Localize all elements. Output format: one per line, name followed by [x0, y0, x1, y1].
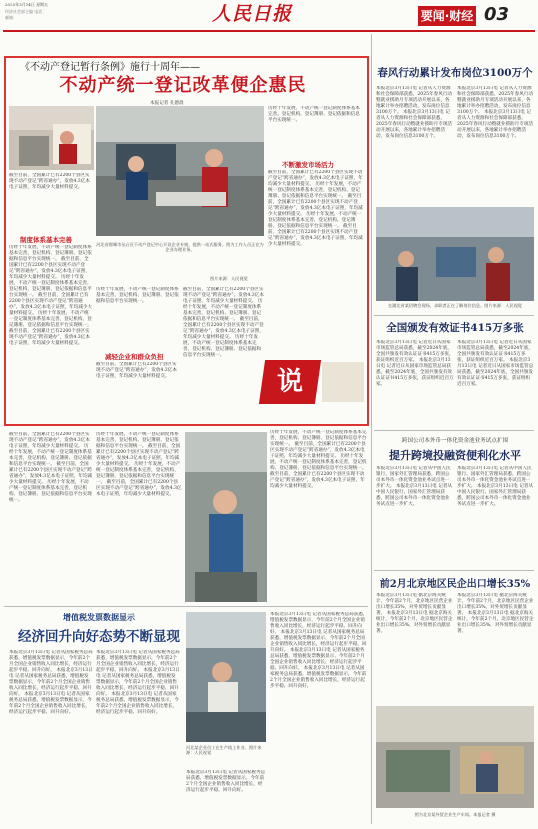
lead-subhead-1: 制度体系基本完善: [20, 236, 72, 244]
lead-photo-caption: 河北省邯郸市丛台区不动产登记中心开设企业专窗，提供一站式服务。图为工作人员正在为企业办理业务。: [96, 242, 264, 253]
news-headline-fund: 提升跨境投融资便利化水平: [389, 449, 521, 462]
spring-photo: [376, 207, 534, 301]
lead-photo-credit: 图片来源：人民视觉: [210, 276, 248, 281]
fund-col-2: 本报北京3月13日电 记者从中国人民银行、国家外汇管理局获悉，跨国公司本外币一体化资金池业务试点进一步扩大。 本报北京3月13日电 记者从中国人民银行、国家外汇管理局获悉，跨国公司本外币一体化资金池业务试点进一步扩大。: [457, 466, 534, 507]
masthead-logo: 人民日报: [212, 3, 293, 25]
news-headline-beijing: 前2月北京地区民企出口增长35%: [379, 579, 531, 590]
lead-col-1a: 截至目前，全国累计已有2200个县区实现不动产登记“跨省通办”，发放4.3亿本电子证照，年均减少大量材料提交。: [9, 173, 90, 190]
news-headline-spring: 春风行动累计发布岗位3100万个: [377, 67, 533, 79]
spring-col-2: 本报北京3月13日电 记者从人力资源和社会保障部获悉，2025年春风行动暨就业援助月专项活动开展以来，各地累计举办招聘活动，发布岗位信息3100万个。 本报北京3月13日电 记者从人力资源和社会保障部获悉，2025年春风行动暨就业援助月专项活动开展以来，各地累计举办招聘活动，发布岗位信息3100万个。: [457, 86, 534, 139]
divider-fund: [374, 430, 534, 431]
beijing-photo-caption: 图为北京某外贸企业生产车间。本报记者 摄: [414, 812, 496, 817]
column-logo-badge: [259, 360, 321, 404]
spring-photo-caption: 在湖北省某招聘会现场，求职者正在了解岗位信息。图片来源：人民视觉: [387, 303, 522, 308]
beijing-col-1: 本报北京3月13日电 据北京海关统计，今年前2个月，北京地区民营企业出口增长35%，对外贸增长贡献显著。 本报北京3月13日电 据北京海关统计，今年前2个月，北京地区民营企业出口增长35%，对外贸增长贡献显著。: [376, 593, 453, 634]
divider-beijing: [374, 570, 534, 571]
masthead-rule: [3, 30, 535, 32]
lead-photo: [96, 106, 264, 236]
left-mid-col-1: 截至目前，全国累计已有2200个县区实现不动产登记“跨省通办”，发放4.3亿本电子证照，年均减少大量材料提交。 历经十年发展，不动产统一登记制度体系基本完善，登记机构、登记簿册、登记依据和信息平台实现统一。 截至目前，全国累计已有2200个县区实现不动产登记“跨省通办”，发放4.3亿本电子证照，年均减少大量材料提交。 历经十年发展，不动产统一登记制度体系基本完善，登记机构、登记簿册、登记依据和信息平台实现统一。: [9, 432, 93, 503]
fund-kicker: 跨国公司本外币一体化资金池业务试点扩围: [401, 438, 509, 444]
vat-photo: [186, 612, 266, 742]
cert-col-2: 本报北京3月13日电 记者近日从国家市场监管总局获悉，截至2024年底，全国共颁发有效认证证书415万多张，获证组织近百万家。 本报北京3月13日电 记者近日从国家市场监管总局获悉，截至2024年底，全国共颁发有效认证证书415万多张，获证组织近百万家。: [457, 340, 534, 387]
section-title: 要闻·财经: [420, 9, 474, 23]
issue-date: 2025年3月14日 星期五: [5, 2, 49, 7]
divider-cert: [374, 315, 534, 316]
beijing-photo: [376, 706, 534, 808]
column-logo-text: 说: [276, 367, 303, 397]
lead-col-2b: 截至目前，全国累计已有2200个县区实现不动产登记“跨省通办”，发放4.3亿本电子证照，年均减少大量材料提交。: [96, 362, 177, 379]
beijing-col-2: 本报北京3月13日电 据北京海关统计，今年前2个月，北京地区民营企业出口增长35%，对外贸增长贡献显著。 本报北京3月13日电 据北京海关统计，今年前2个月，北京地区民营企业出口增长35%，对外贸增长贡献显著。: [457, 593, 534, 634]
vat-col-4: 本报北京3月13日电 记者从国家税务总局获悉，增值税发票数据显示，今年前2个月全国企业销售收入同比增长，经济运行起步平稳、回升向好。 本报北京3月13日电 记者从国家税务总局获悉，增值税发票数据显示，今年前2个月全国企业销售收入同比增长，经济运行起步平稳、回升向好。 本报北京3月13日电 记者从国家税务总局获悉，增值税发票数据显示，今年前2个月全国企业销售收入同比增长，经济运行起步平稳、回升向好。 本报北京3月13日电 记者从国家税务总局获悉，增值税发票数据显示，今年前2个月全国企业销售收入同比增长，经济运行起步平稳、回升向好。: [270, 612, 368, 689]
section-tag: [418, 6, 476, 26]
lead-col-3: 截至目前，全国累计已有2200个县区实现不动产登记“跨省通办”，发放4.3亿本电子证照，年均减少大量材料提交。 历经十年发展，不动产统一登记制度体系基本完善，登记机构、登记簿册、登记依据和信息平台实现统一。 截至目前，全国累计已有2200个县区实现不动产登记“跨省通办”，发放4.3亿本电子证照，年均减少大量材料提交。 历经十年发展，不动产统一登记制度体系基本完善，登记机构、登记簿册、登记依据和信息平台实现统一。: [183, 287, 264, 358]
lead-col-4b: 截至目前，全国累计已有2200个县区实现不动产登记“跨省通办”，发放4.3亿本电子证照，年均减少大量材料提交。 历经十年发展，不动产统一登记制度体系基本完善，登记机构、登记簿册、登记依据和信息平台实现统一。 截至目前，全国累计已有2200个县区实现不动产登记“跨省通办”，发放4.3亿本电子证照，年均减少大量材料提交。 历经十年发展，不动产统一登记制度体系基本完善，登记机构、登记簿册、登记依据和信息平台实现统一。 截至目前，全国累计已有2200个县区实现不动产登记“跨省通办”，发放4.3亿本电子证照，年均减少大量材料提交。: [268, 170, 363, 247]
vat-col-3: 本报北京3月13日电 记者从国家税务总局获悉，增值税发票数据显示，今年前2个月全国企业销售收入同比增长，经济运行起步平稳、回升向好。: [186, 770, 266, 793]
continuation-col: 历经十年发展，不动产统一登记制度体系基本完善，登记机构、登记簿册、登记依据和信息平台实现统一。 截至目前，全国累计已有2200个县区实现不动产登记“跨省通办”，发放4.3亿本电子证照，年均减少大量材料提交。 历经十年发展，不动产统一登记制度体系基本完善，登记机构、登记簿册、登记依据和信息平台实现统一。 截至目前，全国累计已有2200个县区实现不动产登记“跨省通办”，发放4.3亿本电子证照，年均减少大量材料提交。: [270, 430, 367, 489]
vat-kicker: 增值税发票数据显示: [63, 613, 135, 622]
page-number: 03: [484, 4, 510, 25]
divider-vat: [4, 606, 368, 607]
column-divider: [371, 34, 372, 824]
editor-email: 邮箱：: [5, 15, 17, 20]
lead-col-4a: 历经十年发展，不动产统一登记制度体系基本完善，登记机构、登记簿册、登记依据和信息平台实现统一。: [268, 106, 360, 123]
vat-col-2: 本报北京3月13日电 记者从国家税务总局获悉，增值税发票数据显示，今年前2个月全国企业销售收入同比增长，经济运行起步平稳、回升向好。 本报北京3月13日电 记者从国家税务总局获悉，增值税发票数据显示，今年前2个月全国企业销售收入同比增长，经济运行起步平稳、回升向好。 本报北京3月13日电 记者从国家税务总局获悉，增值税发票数据显示，今年前2个月全国企业销售收入同比增长，经济运行起步平稳、回升向好。: [96, 650, 180, 715]
lead-subhead-2: 不断激发市场活力: [282, 161, 334, 169]
left-mid-col-2: 历经十年发展，不动产统一登记制度体系基本完善，登记机构、登记簿册、登记依据和信息平台实现统一。 截至目前，全国累计已有2200个县区实现不动产登记“跨省通办”，发放4.3亿本电子证照，年均减少大量材料提交。 历经十年发展，不动产统一登记制度体系基本完善，登记机构、登记簿册、登记依据和信息平台实现统一。 截至目前，全国累计已有2200个县区实现不动产登记“跨省通办”，发放4.3亿本电子证照，年均减少大量材料提交。: [96, 432, 182, 497]
lead-kicker: 《不动产登记暂行条例》施行十周年——: [20, 62, 200, 73]
news-headline-vat: 经济回升向好态势不断显现: [18, 629, 180, 645]
lead-photo-top: [9, 106, 94, 170]
vat-photo-caption: 河北某企业员工在生产线上作业。图片来源：人民视觉: [186, 745, 262, 756]
spring-col-1: 本报北京3月13日电 记者从人力资源和社会保障部获悉，2025年春风行动暨就业援助月专项活动开展以来，各地累计举办招聘活动，发布岗位信息3100万个。 本报北京3月13日电 记者从人力资源和社会保障部获悉，2025年春风行动暨就业援助月专项活动开展以来，各地累计举办招聘活动，发布岗位信息3100万个。: [376, 86, 453, 139]
editor-contact: 经济社会部主编 电话：: [5, 9, 47, 14]
cert-col-1: 本报北京3月13日电 记者近日从国家市场监管总局获悉，截至2024年底，全国共颁发有效认证证书415万多张，获证组织近百万家。 本报北京3月13日电 记者近日从国家市场监管总局获悉，截至2024年底，全国共颁发有效认证证书415万多张，获证组织近百万家。: [376, 340, 454, 387]
lead-subhead-3: 减轻企业和群众负担: [105, 353, 164, 361]
lead-col-1b: 历经十年发展，不动产统一登记制度体系基本完善，登记机构、登记簿册、登记依据和信息平台实现统一。 截至目前，全国累计已有2200个县区实现不动产登记“跨省通办”，发放4.3亿本电子证照，年均减少大量材料提交。 历经十年发展，不动产统一登记制度体系基本完善，登记机构、登记簿册、登记依据和信息平台实现统一。 截至目前，全国累计已有2200个县区实现不动产登记“跨省通办”，发放4.3亿本电子证照，年均减少大量材料提交。 历经十年发展，不动产统一登记制度体系基本完善，登记机构、登记簿册、登记依据和信息平台实现统一。 截至目前，全国累计已有2200个县区实现不动产登记“跨省通办”，发放4.3亿本电子证照，年均减少大量材料提交。: [9, 245, 93, 346]
lead-headline: 不动产统一登记改革便企惠民: [59, 75, 307, 96]
news-headline-cert: 全国颁发有效证书415万多张: [386, 322, 524, 334]
vat-col-1: 本报北京3月13日电 记者从国家税务总局获悉，增值税发票数据显示，今年前2个月全国企业销售收入同比增长，经济运行起步平稳、回升向好。 本报北京3月13日电 记者从国家税务总局获悉，增值税发票数据显示，今年前2个月全国企业销售收入同比增长，经济运行起步平稳、回升向好。 本报北京3月13日电 记者从国家税务总局获悉，增值税发票数据显示，今年前2个月全国企业销售收入同比增长，经济运行起步平稳、回升向好。: [9, 650, 93, 715]
fund-col-1: 本报北京3月13日电 记者从中国人民银行、国家外汇管理局获悉，跨国公司本外币一体化资金池业务试点进一步扩大。 本报北京3月13日电 记者从中国人民银行、国家外汇管理局获悉，跨国公司本外币一体化资金池业务试点进一步扩大。: [376, 466, 453, 507]
inset-photo: [185, 432, 267, 602]
lead-byline: 本报记者 孔德晨: [150, 101, 184, 106]
lead-col-2a: 历经十年发展，不动产统一登记制度体系基本完善，登记机构、登记簿册、登记依据和信息平台实现统一。: [96, 287, 179, 304]
column-logo-art: [322, 362, 364, 402]
